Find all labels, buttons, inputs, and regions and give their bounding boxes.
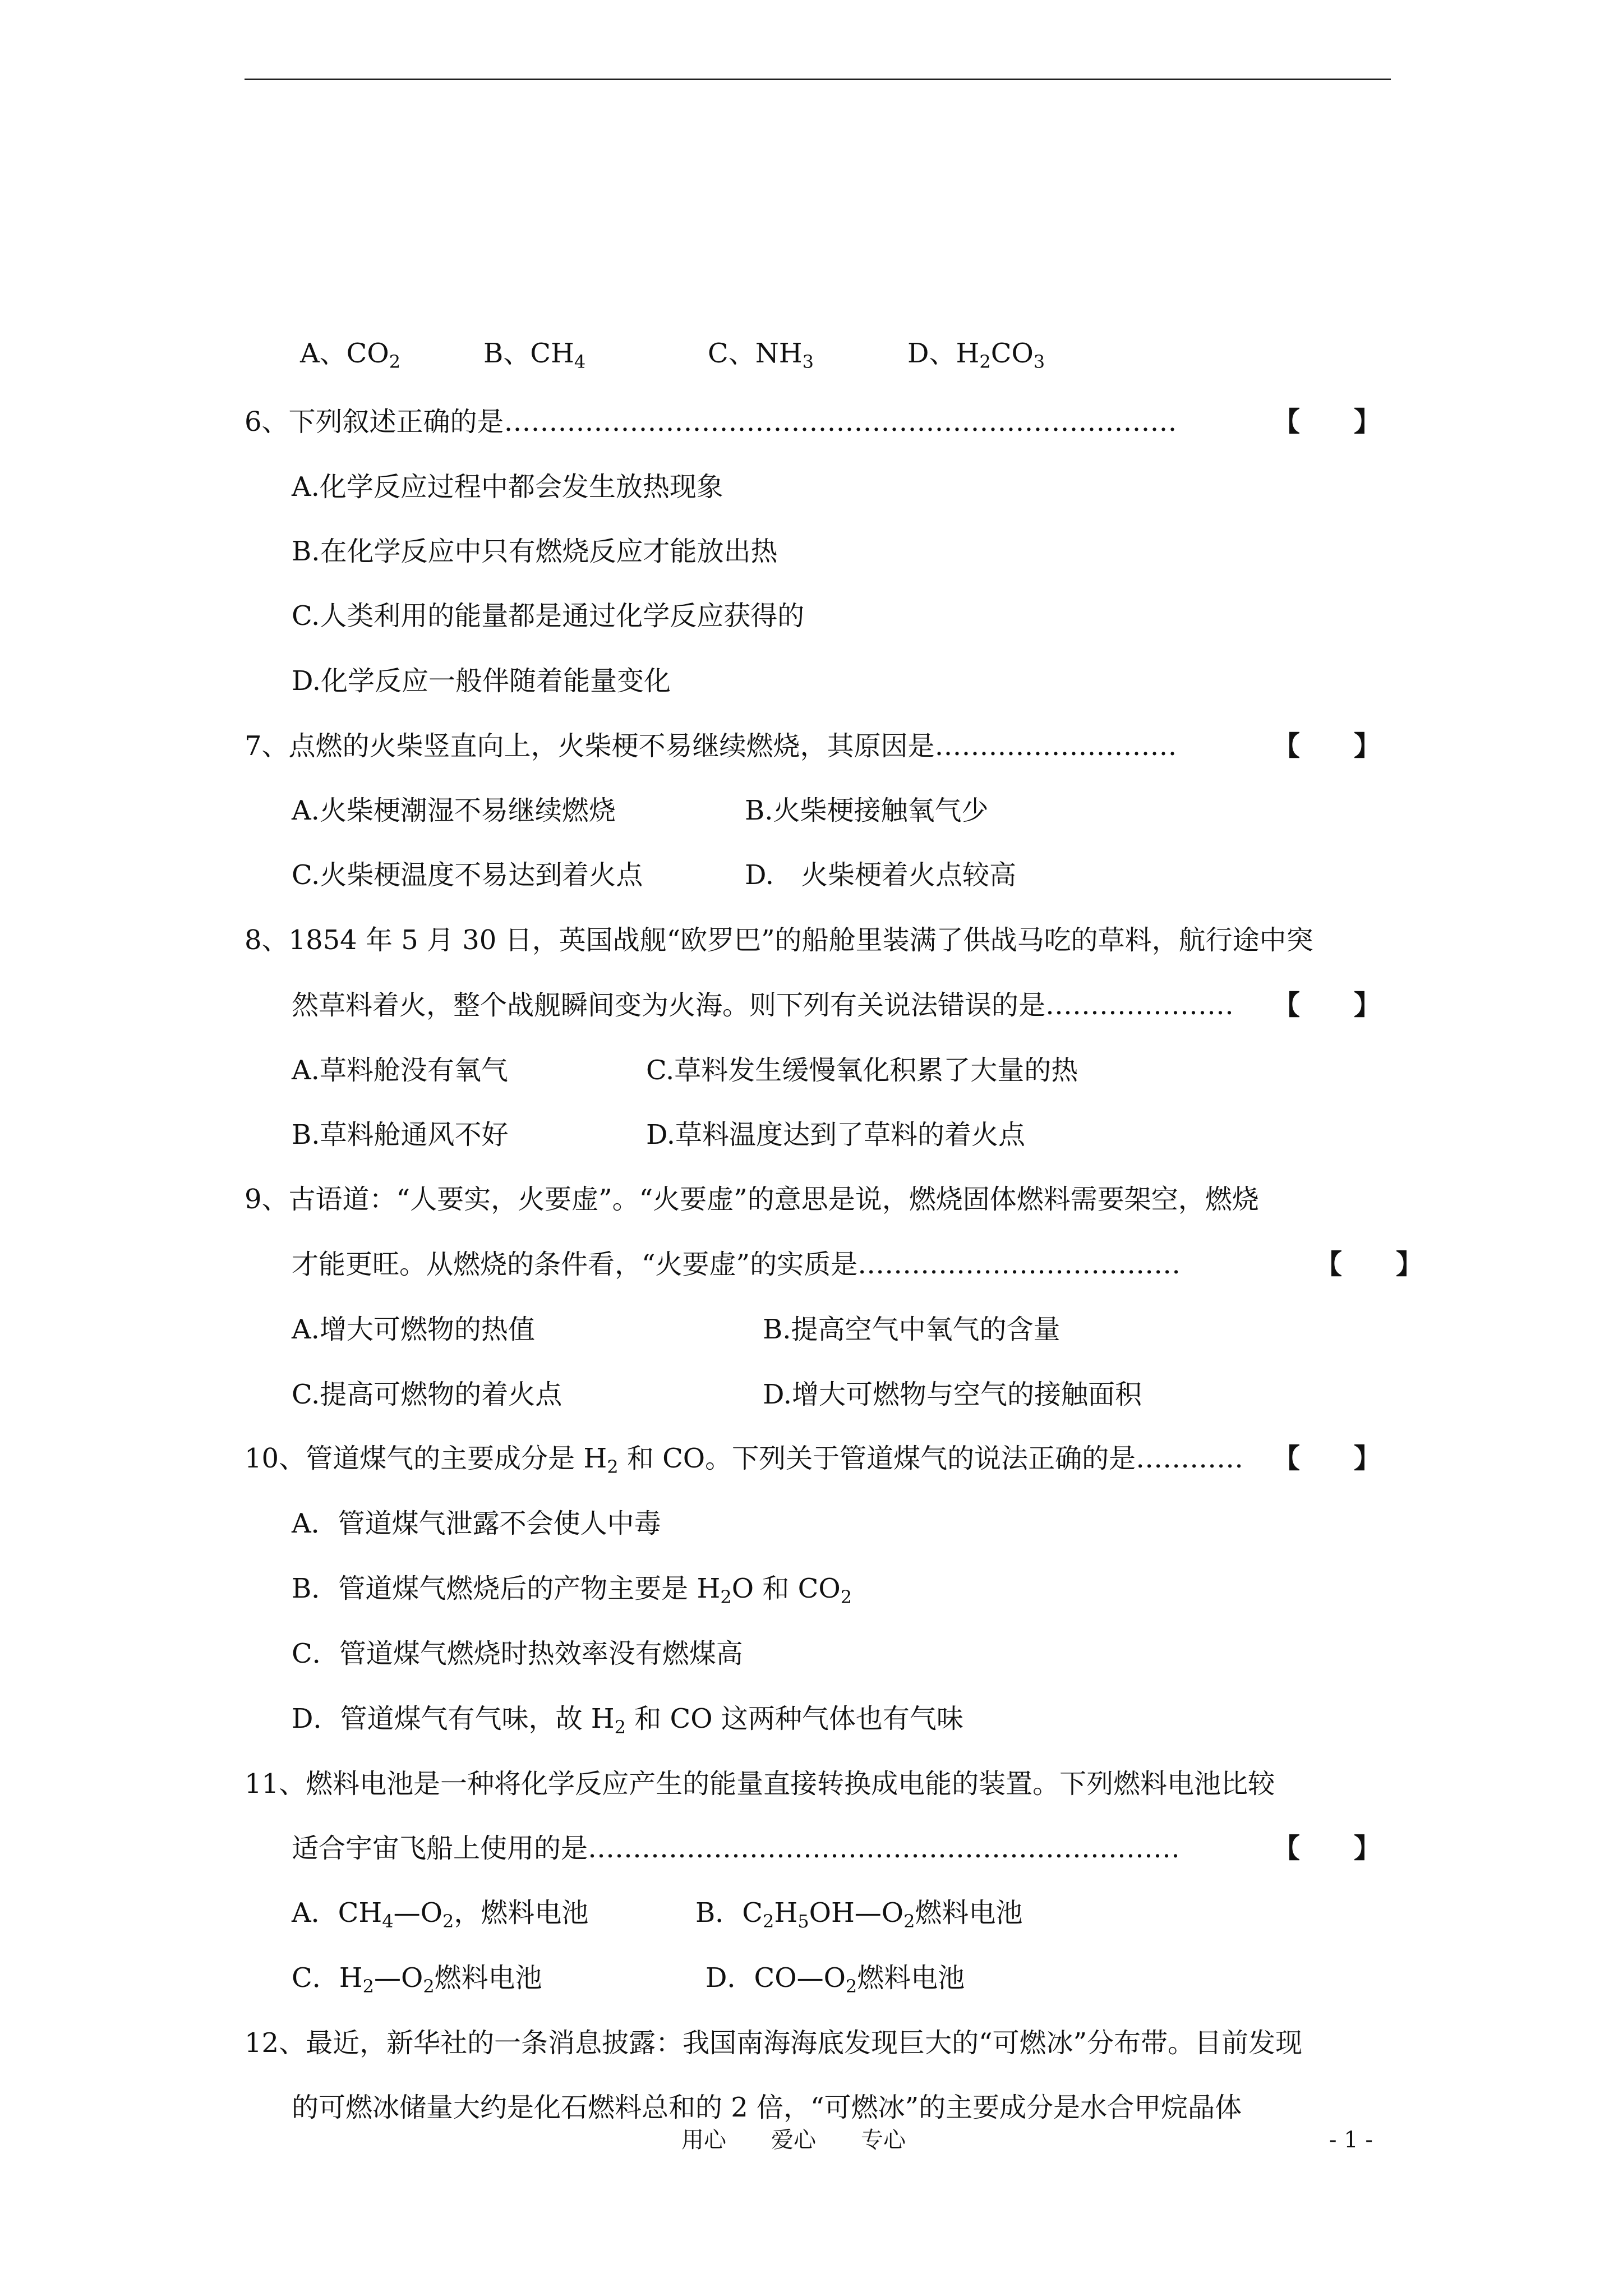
- q10-option-d: D．管道煤气有气味，故 $H_2$ 和 CO 这两种气体也有气味: [292, 1703, 963, 1738]
- q9-option-a: A.增大可燃物的热值: [292, 1314, 535, 1345]
- prev-option-a: A、$CO_2$: [300, 338, 401, 372]
- q6-option-b: B.在化学反应中只有燃烧反应才能放出热: [292, 536, 778, 567]
- q6-stem: 6、下列叙述正确的是…………………………………………………………………: [245, 406, 1177, 438]
- q8-answer-bracket: 【 】: [1273, 990, 1381, 1021]
- q8-option-d: D.草料温度达到了草料的着火点: [646, 1119, 1026, 1151]
- q9-stem-line2: 才能更旺。从燃烧的条件看，“火要虚”的实质是………………………………: [292, 1249, 1181, 1280]
- q8-stem-line2: 然草料着火，整个战舰瞬间变为火海。则下列有关说法错误的是…………………: [292, 990, 1234, 1021]
- q7-answer-bracket: 【 】: [1273, 730, 1381, 762]
- header-rule: [245, 79, 1391, 80]
- prev-option-d: D、$H_2CO_3$: [907, 338, 1045, 372]
- q11-option-a: A．$CH_4—O_2$，燃料电池: [292, 1897, 589, 1932]
- q9-option-d: D.增大可燃物与空气的接触面积: [763, 1379, 1142, 1410]
- q6-option-c: C.人类利用的能量都是通过化学反应获得的: [292, 600, 805, 632]
- q12-stem-line1: 12、最近，新华社的一条消息披露：我国南海海底发现巨大的“可燃冰”分布带。目前发现: [245, 2027, 1303, 2059]
- q11-answer-bracket: 【 】: [1273, 1833, 1381, 1864]
- q8-option-a: A.草料舱没有氧气: [292, 1055, 508, 1086]
- q8-option-b: B.草料舱通风不好: [292, 1119, 509, 1151]
- prev-option-c: C、$NH_3$: [708, 338, 814, 372]
- q7-stem: 7、点燃的火柴竖直向上，火柴梗不易继续燃烧，其原因是………………………: [245, 730, 1177, 762]
- q12-stem-line2: 的可燃冰储量大约是化石燃料总和的 2 倍，“可燃冰”的主要成分是水合甲烷晶体: [292, 2092, 1242, 2123]
- q7-option-b: B.火柴梗接触氧气少: [745, 795, 989, 826]
- q9-answer-bracket: 【 】: [1315, 1249, 1423, 1280]
- q11-stem-line1: 11、燃料电池是一种将化学反应产生的能量直接转换成电能的装置。下列燃料电池比较: [245, 1768, 1275, 1800]
- q7-option-c: C.火柴梗温度不易达到着火点: [292, 859, 643, 891]
- q11-option-d: D．$CO—O_2$燃料电池: [706, 1962, 965, 1997]
- q7-option-a: A.火柴梗潮湿不易继续燃烧: [292, 795, 616, 826]
- q10-answer-bracket: 【 】: [1273, 1443, 1381, 1474]
- q10-option-c: C．管道煤气燃烧时热效率没有燃煤高: [292, 1638, 743, 1669]
- q9-stem-line1: 9、古语道：“人要实，火要虚”。“火要虚”的意思是说，燃烧固体燃料需要架空，燃烧: [245, 1184, 1259, 1215]
- q11-option-c: C．$H_2—O_2$燃料电池: [292, 1962, 542, 1997]
- q11-option-b: B．$C_2H_5OH—O_2$燃料电池: [695, 1897, 1023, 1932]
- q10-stem: 10、管道煤气的主要成分是 $H_2$ 和 CO。下列关于管道煤气的说法正确的是…………: [245, 1443, 1244, 1478]
- q9-option-b: B.提高空气中氧气的含量: [763, 1314, 1061, 1345]
- q11-stem-line2: 适合宇宙飞船上使用的是…………………………………………………………: [292, 1833, 1181, 1864]
- q6-answer-bracket: 【 】: [1273, 406, 1381, 438]
- q10-option-a: A．管道煤气泄露不会使人中毒: [292, 1508, 661, 1539]
- q9-option-c: C.提高可燃物的着火点: [292, 1379, 562, 1410]
- q8-option-c: C.草料发生缓慢氧化积累了大量的热: [646, 1055, 1078, 1086]
- q6-option-d: D.化学反应一般伴随着能量变化: [292, 665, 671, 697]
- page-number: - 1 -: [1329, 2127, 1373, 2153]
- prev-option-b: B、$CH_4$: [483, 338, 586, 372]
- footer-motto: 用心 爱心 专心: [681, 2127, 906, 2153]
- q7-option-d: D. 火柴梗着火点较高: [745, 859, 1017, 891]
- q10-option-b: B．管道煤气燃烧后的产物主要是 $H_2O$ 和 $CO_2$: [292, 1573, 852, 1608]
- q6-option-a: A.化学反应过程中都会发生放热现象: [292, 471, 723, 503]
- q8-stem-line1: 8、1854 年 5 月 30 日，英国战舰“欧罗巴”的船舱里装满了供战马吃的草料，航行途中突: [245, 924, 1313, 956]
